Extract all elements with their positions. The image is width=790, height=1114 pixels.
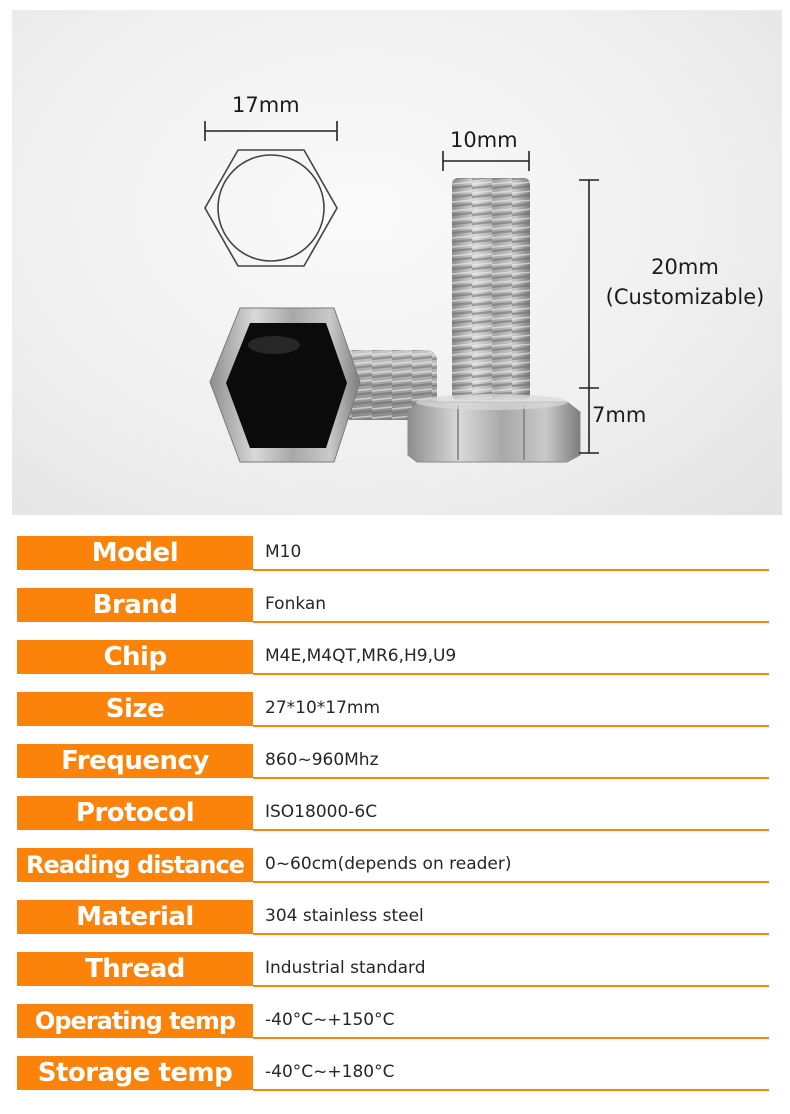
spec-row-material: [0, 894, 790, 946]
bolt-left: [210, 308, 437, 462]
spec-label: Model: [17, 536, 253, 570]
head-height-label: 7mm: [592, 403, 647, 427]
spec-label: Storage temp: [17, 1056, 253, 1090]
spec-row-model: [0, 530, 790, 582]
spec-label: Operating temp: [17, 1004, 253, 1038]
spec-value: M4E,M4QT,MR6,H9,U9: [265, 646, 457, 666]
bolt-right: [408, 178, 580, 462]
spec-underline: [253, 1037, 769, 1039]
spec-row-thread: [0, 946, 790, 998]
spec-row-size: [0, 686, 790, 738]
thread-diameter-label: 10mm: [450, 128, 518, 152]
spec-row-storage-temp: [0, 1050, 790, 1102]
thread-diameter-marker: [443, 151, 529, 171]
spec-label: Material: [17, 900, 253, 934]
spec-underline: [253, 881, 769, 883]
spec-value: Fonkan: [265, 594, 327, 614]
spec-underline: [253, 1089, 769, 1091]
spec-underline: [253, 933, 769, 935]
spec-label: Thread: [17, 952, 253, 986]
spec-underline: [253, 777, 769, 779]
spec-value: Industrial standard: [265, 958, 426, 978]
hex-diagram: [205, 121, 337, 266]
spec-underline: [253, 725, 769, 727]
thread-length-label: 20mm: [651, 255, 719, 279]
spec-row-protocol: [0, 790, 790, 842]
spec-value: 0~60cm(depends on reader): [265, 854, 512, 874]
spec-label: Protocol: [17, 796, 253, 830]
spec-label: Frequency: [17, 744, 253, 778]
spec-value: 860~960Mhz: [265, 750, 379, 770]
spec-underline: [253, 673, 769, 675]
spec-value: 27*10*17mm: [265, 698, 381, 718]
spec-label: Size: [17, 692, 253, 726]
spec-value: 304 stainless steel: [265, 906, 424, 926]
product-photo: [12, 10, 782, 515]
spec-row-reading-distance: [0, 842, 790, 894]
spec-row-frequency: [0, 738, 790, 790]
spec-value: -40°C~+180°C: [265, 1062, 395, 1082]
spec-underline: [253, 829, 769, 831]
spec-underline: [253, 569, 769, 571]
spec-underline: [253, 621, 769, 623]
spec-label: Reading distance: [17, 848, 253, 882]
hex-width-label: 17mm: [232, 93, 300, 117]
spec-value: ISO18000-6C: [265, 802, 378, 822]
spec-row-operating-temp: [0, 998, 790, 1050]
spec-label: Brand: [17, 588, 253, 622]
spec-underline: [253, 985, 769, 987]
spec-label: Chip: [17, 640, 253, 674]
spec-value: M10: [265, 542, 302, 562]
spec-value: -40°C~+150°C: [265, 1010, 395, 1030]
spec-row-chip: [0, 634, 790, 686]
spec-row-brand: [0, 582, 790, 634]
thread-length-note: (Customizable): [605, 285, 765, 309]
